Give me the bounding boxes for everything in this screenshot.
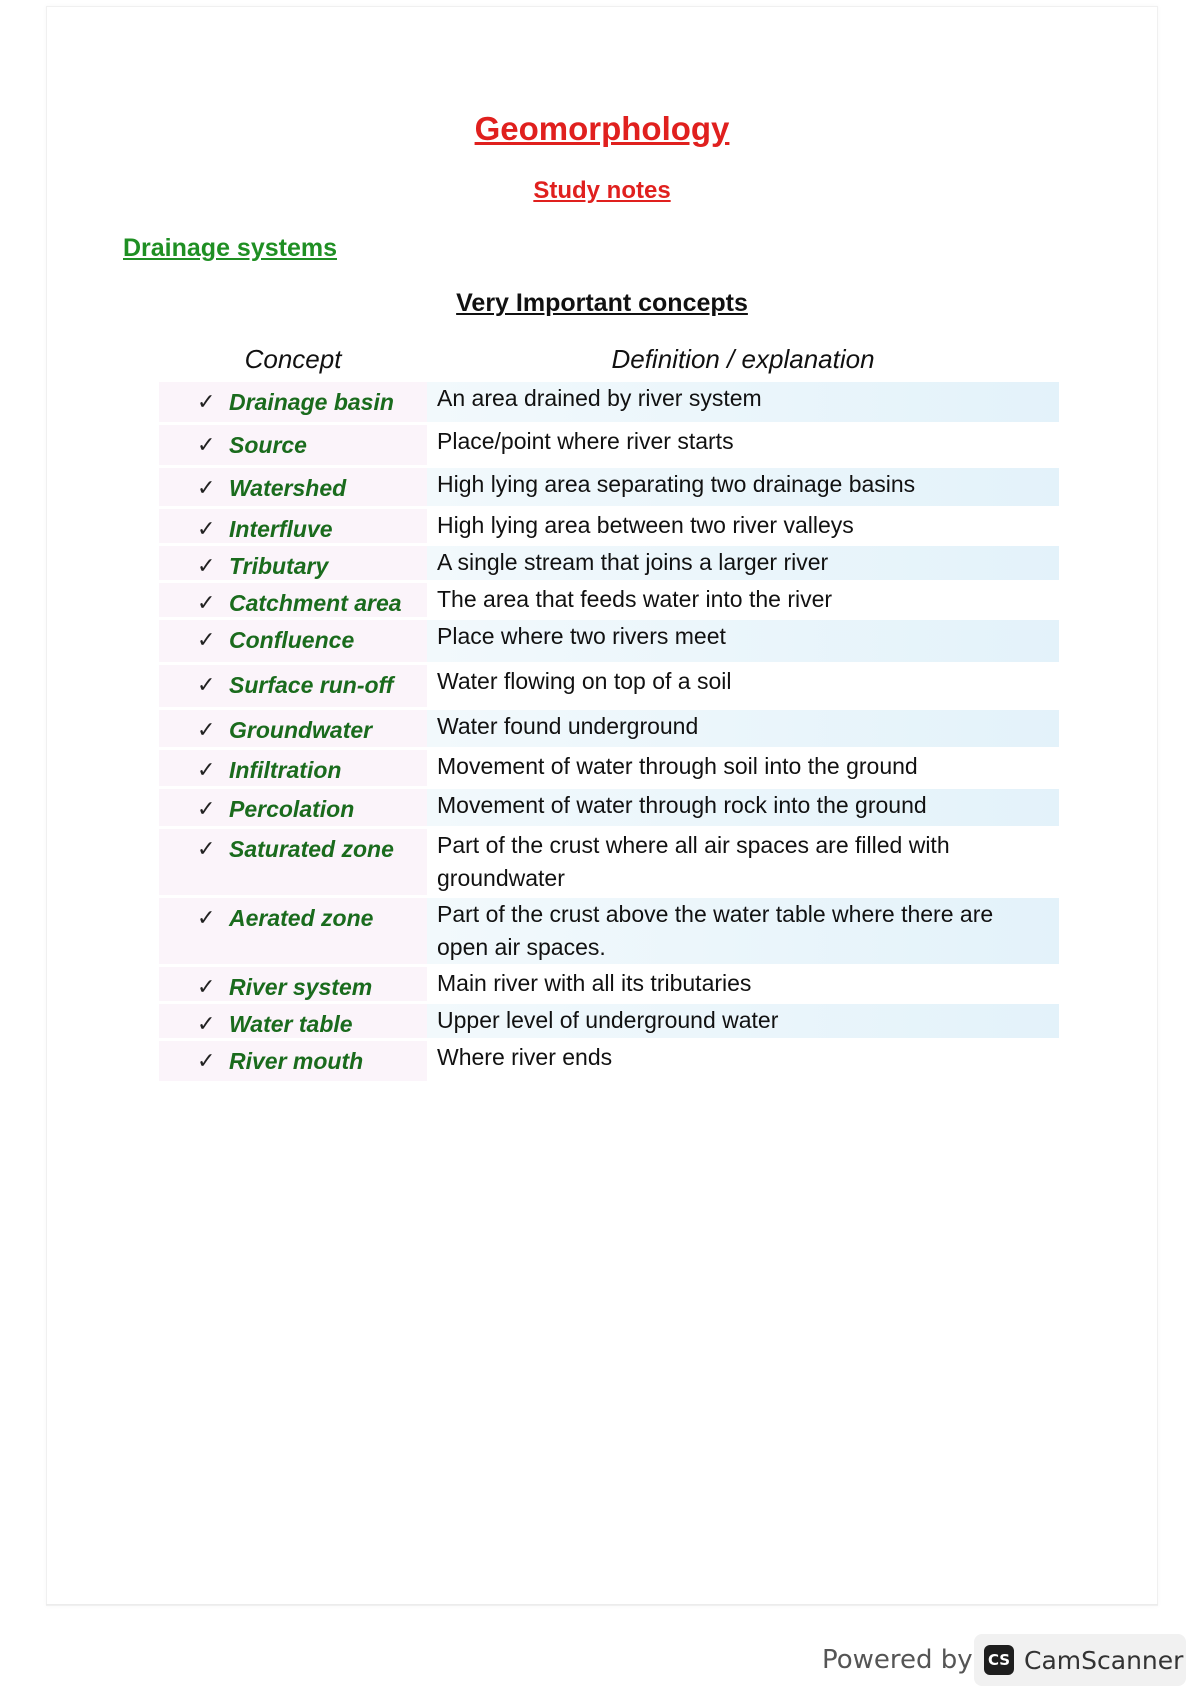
definition-cell	[427, 546, 1059, 580]
definition-text: A single stream that joins a larger river	[437, 549, 829, 575]
definition-cell	[427, 665, 1059, 707]
table-row	[159, 1004, 1059, 1038]
table-row	[159, 710, 1059, 747]
concept-cell	[159, 750, 427, 786]
concept-cell	[159, 509, 427, 543]
concept-term: Confluence	[229, 627, 355, 653]
concept-term: Aerated zone	[229, 905, 374, 931]
table-row	[159, 665, 1059, 707]
definition-cell	[427, 898, 1059, 964]
concept-cell	[159, 1004, 427, 1038]
concept-cell	[159, 898, 427, 964]
table-row	[159, 750, 1059, 786]
concept-cell	[159, 829, 427, 895]
table-row	[159, 546, 1059, 580]
table-row	[159, 468, 1059, 506]
table-row	[159, 425, 1059, 465]
checkmark-icon: ✓	[197, 553, 216, 578]
table-row	[159, 509, 1059, 543]
definition-cell	[427, 620, 1059, 662]
checkmark-icon: ✓	[197, 627, 216, 652]
concept-term: Catchment area	[229, 590, 402, 616]
definition-cell	[427, 509, 1059, 543]
table-row	[159, 789, 1059, 826]
concept-term: Water table	[229, 1011, 353, 1037]
concept-term: Source	[229, 432, 307, 458]
definition-text: An area drained by river system	[437, 385, 762, 411]
concepts-heading: Very Important concepts	[456, 289, 748, 317]
document-title: Geomorphology	[474, 110, 730, 147]
definition-text: open air spaces.	[437, 934, 606, 960]
checkmark-icon: ✓	[197, 516, 216, 541]
definition-cell	[427, 1041, 1059, 1081]
definition-cell	[427, 789, 1059, 826]
checkmark-icon: ✓	[197, 974, 216, 999]
table-row	[159, 898, 1059, 964]
camscanner-badge	[974, 1634, 1186, 1686]
definition-text: Where river ends	[437, 1044, 613, 1070]
concept-cell	[159, 967, 427, 1001]
definition-text: Main river with all its tributaries	[437, 970, 752, 996]
checkmark-icon: ✓	[197, 432, 216, 457]
document-subtitle: Study notes	[533, 177, 671, 204]
checkmark-icon: ✓	[197, 1011, 216, 1036]
concept-column-header: Concept	[244, 343, 342, 374]
definition-cell	[427, 425, 1059, 465]
concept-cell	[159, 425, 427, 465]
definition-text: The area that feeds water into the river	[437, 586, 833, 612]
concept-cell	[159, 620, 427, 662]
table-row	[159, 829, 1059, 895]
concept-term: Percolation	[229, 796, 355, 822]
definition-text: Place where two rivers meet	[437, 623, 726, 649]
definition-cell	[427, 1004, 1059, 1038]
checkmark-icon: ✓	[197, 757, 216, 782]
concept-term: Surface run-off	[229, 672, 394, 698]
checkmark-icon: ✓	[197, 590, 216, 615]
checkmark-icon: ✓	[197, 905, 216, 930]
concept-term: Tributary	[229, 553, 329, 579]
table-header	[159, 339, 1059, 379]
concept-term: Drainage basin	[229, 389, 394, 415]
definition-column-header: Definition / explanation	[611, 343, 875, 374]
concept-cell	[159, 546, 427, 580]
definition-text: Movement of water through rock into the ground	[437, 792, 927, 818]
concept-term: Watershed	[229, 475, 347, 501]
checkmark-icon: ✓	[197, 1048, 216, 1073]
section-heading: Drainage systems	[123, 234, 338, 262]
checkmark-icon: ✓	[197, 475, 216, 500]
definition-cell	[427, 583, 1059, 617]
concept-cell	[159, 583, 427, 617]
concepts-table	[159, 339, 1059, 1081]
footer-divider	[46, 1604, 1158, 1605]
definition-text: High lying area between two river valleys	[437, 512, 854, 538]
concept-cell	[159, 1041, 427, 1081]
concept-term: Groundwater	[229, 717, 373, 743]
definition-text: Movement of water through soil into the ground	[437, 753, 918, 779]
concept-cell	[159, 382, 427, 422]
definition-cell	[427, 829, 1059, 895]
concept-term: River mouth	[229, 1048, 364, 1074]
definition-text: Upper level of underground water	[437, 1007, 779, 1033]
concept-term: Interfluve	[229, 516, 333, 542]
definition-cell	[427, 750, 1059, 786]
table-row	[159, 620, 1059, 662]
table-row	[159, 382, 1059, 422]
definition-cell	[427, 710, 1059, 747]
document-page	[46, 6, 1158, 1606]
concept-cell	[159, 789, 427, 826]
definition-text: groundwater	[437, 865, 565, 891]
camscanner-logo-icon: CS	[984, 1645, 1014, 1675]
checkmark-icon: ✓	[197, 836, 216, 861]
powered-by-label: Powered by	[822, 1645, 973, 1675]
camscanner-brand: CamScanner	[1024, 1645, 1184, 1675]
concept-term: Infiltration	[229, 757, 342, 783]
definition-text: Part of the crust above the water table where there are	[437, 901, 994, 927]
definition-text: Water found underground	[437, 713, 699, 739]
checkmark-icon: ✓	[197, 389, 216, 414]
concept-cell	[159, 710, 427, 747]
concept-term: Saturated zone	[229, 836, 394, 862]
concept-term: River system	[229, 974, 373, 1000]
table-row	[159, 967, 1059, 1001]
definition-text: Place/point where river starts	[437, 428, 734, 454]
checkmark-icon: ✓	[197, 796, 216, 821]
checkmark-icon: ✓	[197, 672, 216, 697]
definition-cell	[427, 468, 1059, 506]
definition-cell	[427, 382, 1059, 422]
definition-cell	[427, 967, 1059, 1001]
concept-cell	[159, 665, 427, 707]
definition-text: Water flowing on top of a soil	[437, 668, 732, 694]
checkmark-icon: ✓	[197, 717, 216, 742]
definition-text: Part of the crust where all air spaces are filled with	[437, 832, 950, 858]
table-row	[159, 583, 1059, 617]
table-row	[159, 1041, 1059, 1081]
table-body	[159, 382, 1059, 1081]
definition-text: High lying area separating two drainage basins	[437, 471, 916, 497]
concept-cell	[159, 468, 427, 506]
